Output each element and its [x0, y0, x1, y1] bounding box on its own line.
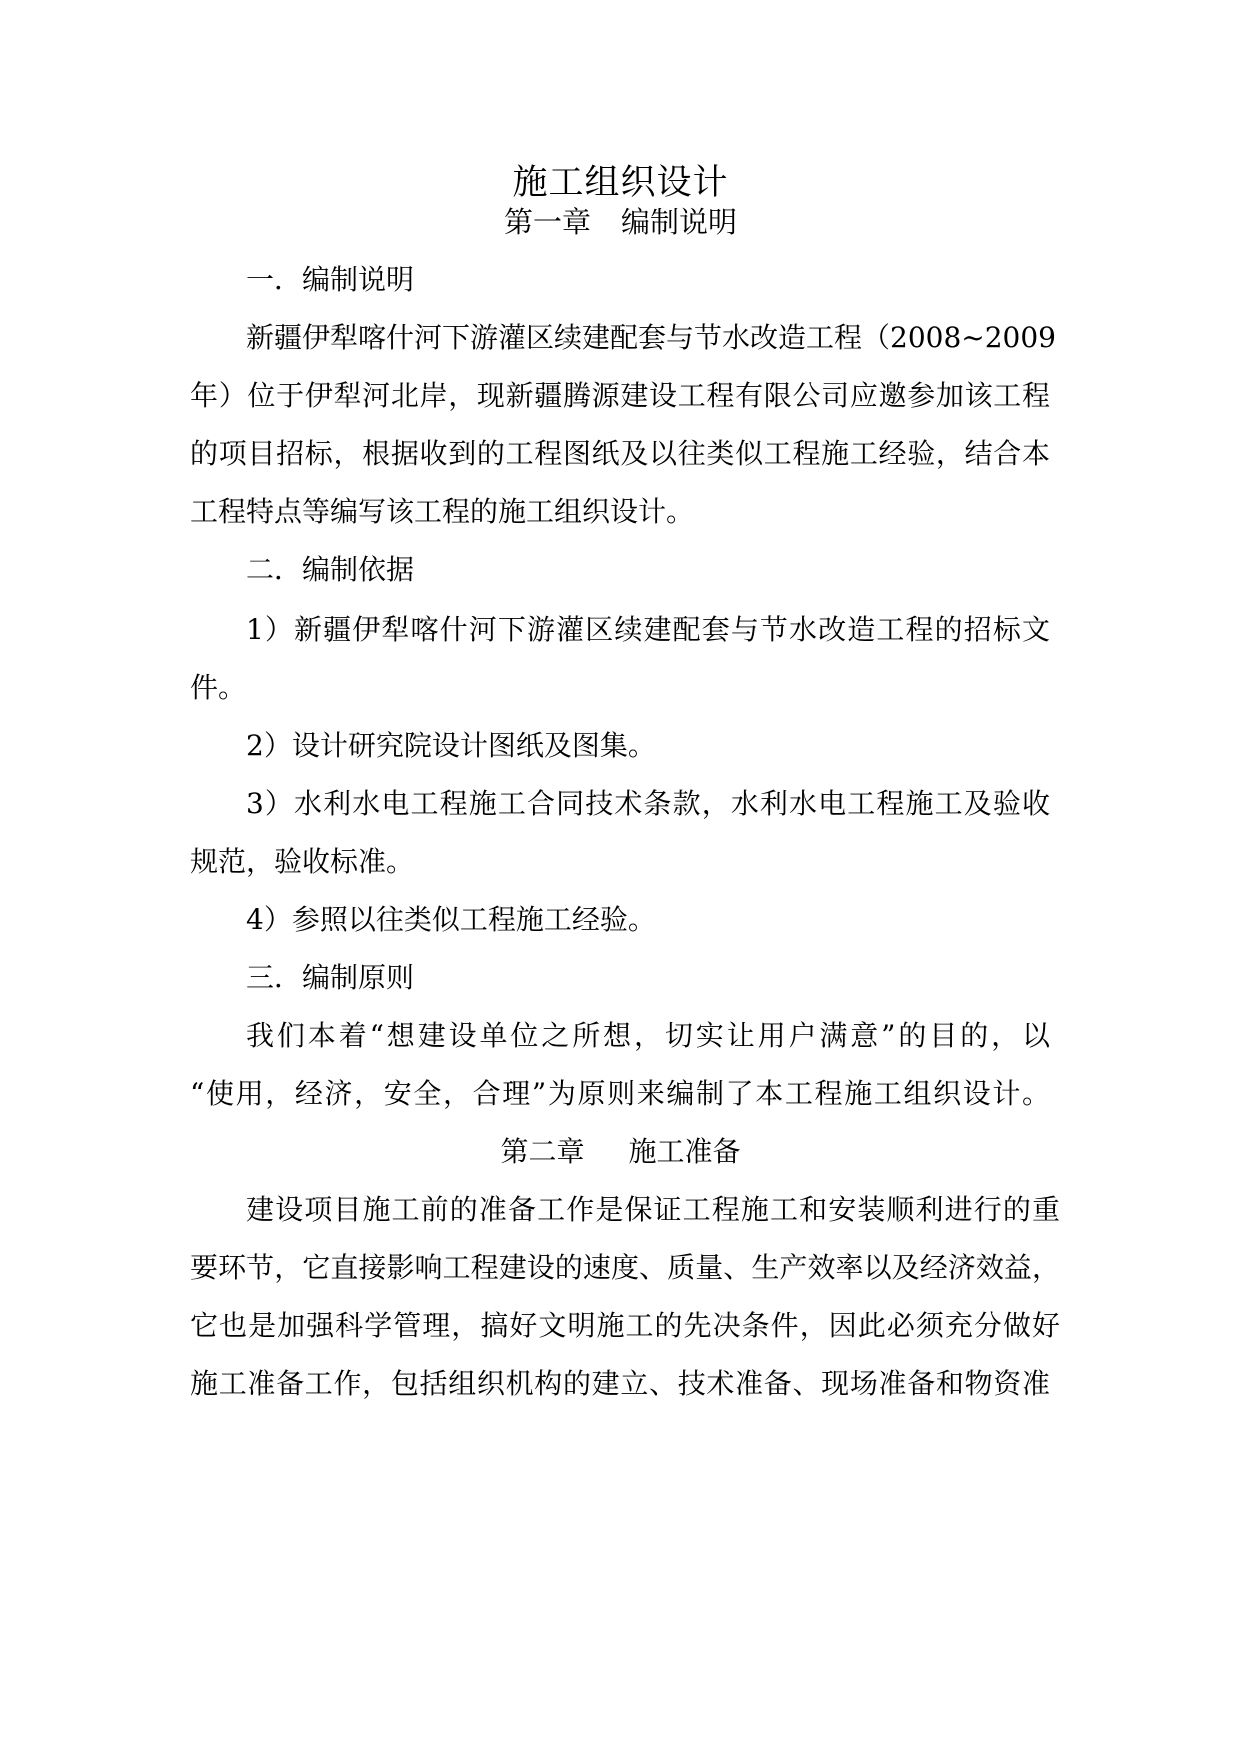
section-1-line-4: 工程特点等编写该工程的施工组织设计。	[190, 495, 695, 528]
prep-line-4: 施工准备工作，包括组织机构的建立、技术准备、现场准备和物资准	[190, 1367, 1050, 1400]
chapter-2-name: 施工准备	[628, 1135, 741, 1168]
document-title: 施工组织设计	[512, 163, 729, 203]
prep-line-3: 它也是加强科学管理，搞好文明施工的先决条件，因此必须充分做好	[190, 1309, 1060, 1342]
section-2-heading: 二．编制依据	[246, 553, 415, 586]
principle-line-2: “使用，经济，安全，合理”为原则来编制了本工程施工组织设计。	[190, 1077, 1050, 1110]
section-1-line-2: 年）位于伊犁河北岸，现新疆腾源建设工程有限公司应邀参加该工程	[190, 379, 1050, 412]
section-1-line-3: 的项目招标，根据收到的工程图纸及以往类似工程施工经验，结合本	[190, 437, 1050, 470]
chapter-1-heading	[0, 202, 1241, 242]
basis-1-line-2: 件。	[190, 671, 247, 704]
basis-2: 2）设计研究院设计图纸及图集。	[246, 729, 656, 762]
principle-line-1: 我们本着“想建设单位之所想，切实让用户满意”的目的，以	[246, 1019, 1050, 1052]
prep-line-1: 建设项目施工前的准备工作是保证工程施工和安装顺利进行的重	[246, 1193, 1060, 1226]
basis-1-line-1: 1）新疆伊犁喀什河下游灌区续建配套与节水改造工程的招标文	[246, 613, 1050, 646]
section-3-heading: 三．编制原则	[246, 961, 415, 994]
chapter-2-label: 第二章	[500, 1135, 585, 1168]
section-1-heading: 一．编制说明	[246, 263, 415, 296]
chapter-1-label: 第一章	[503, 205, 591, 239]
basis-3-line-1: 3）水利水电工程施工合同技术条款，水利水电工程施工及验收	[246, 787, 1050, 820]
basis-4: 4）参照以往类似工程施工经验。	[246, 903, 656, 936]
basis-3-line-2: 规范，验收标准。	[190, 845, 415, 878]
chapter-1-name: 编制说明	[621, 205, 738, 239]
chapter-2-heading	[0, 1132, 1241, 1172]
prep-line-2: 要环节，它直接影响工程建设的速度、质量、生产效率以及经济效益，	[190, 1251, 1060, 1284]
section-1-line-1: 新疆伊犁喀什河下游灌区续建配套与节水改造工程（2008~2009	[246, 321, 1056, 354]
